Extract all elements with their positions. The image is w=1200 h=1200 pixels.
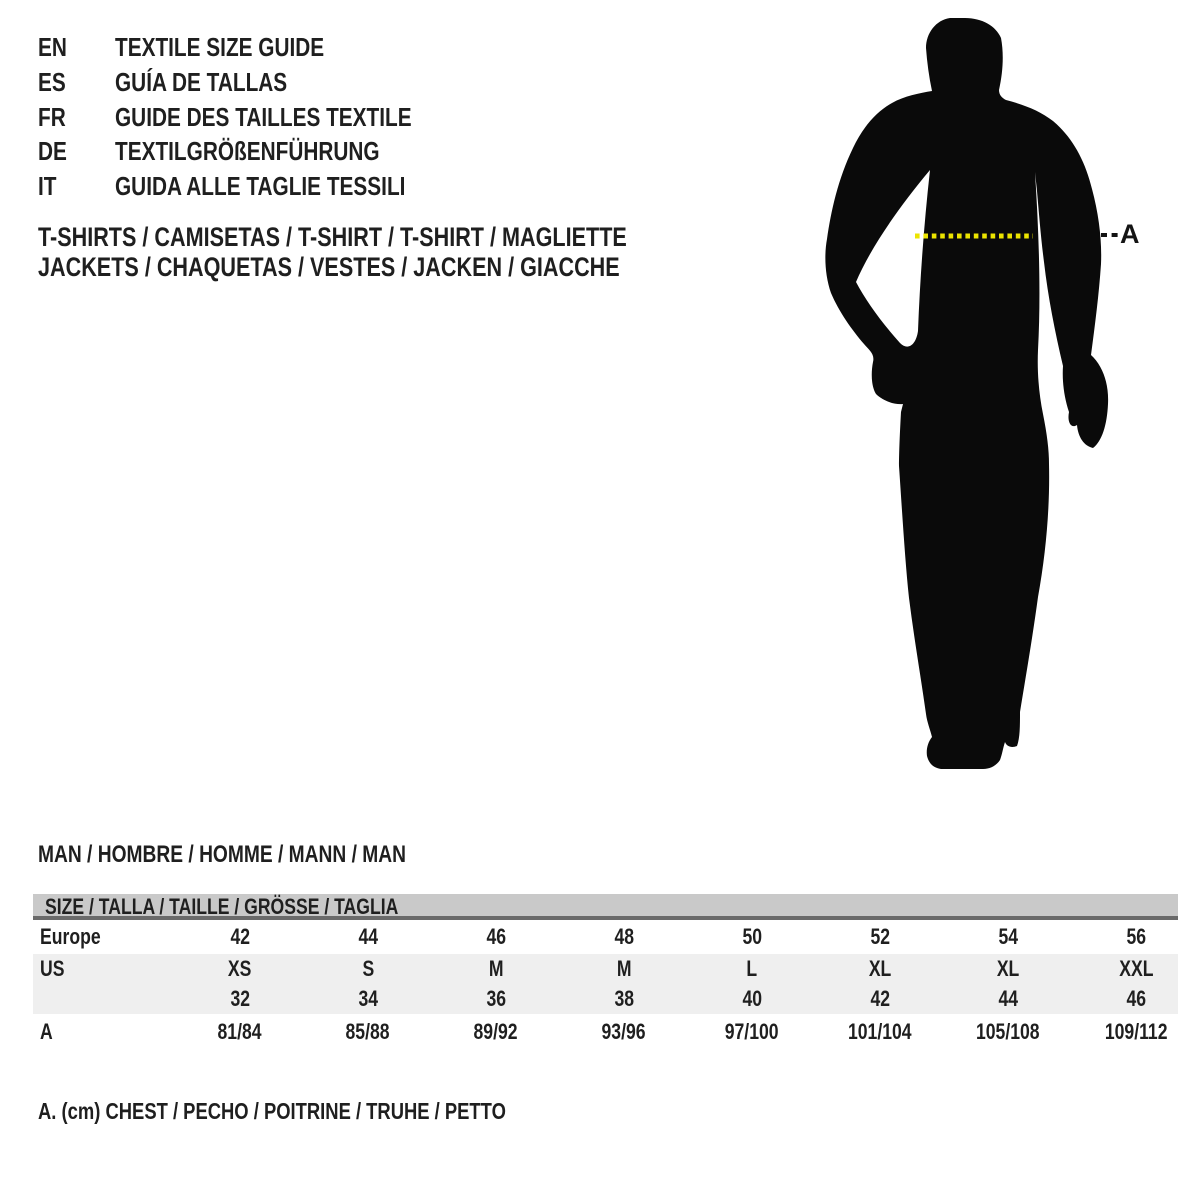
table-cell: 52 [870, 924, 890, 949]
language-title: TEXTILGRÖßENFÜHRUNG [115, 136, 380, 167]
table-cell: 105/108 [976, 1018, 1040, 1044]
language-title: GUIDA ALLE TAGLIE TESSILI [115, 171, 406, 201]
table-cell: 44 [358, 924, 378, 949]
category-line-jackets: JACKETS / CHAQUETAS / VESTES / JACKEN / GIACCHE [38, 252, 620, 282]
table-cell: 46 [1126, 986, 1146, 1011]
row-label: US [40, 956, 65, 981]
category-line-tshirts: T-SHIRTS / CAMISETAS / T-SHIRT / T-SHIRT / MAGLIETTE [38, 222, 627, 252]
table-cell: 81/84 [217, 1018, 263, 1044]
table-cell: S [362, 956, 374, 981]
table-cell: 89/92 [473, 1018, 519, 1044]
row-label: Europe [40, 924, 101, 949]
language-row [38, 169, 486, 204]
language-title: TEXTILE SIZE GUIDE [115, 32, 325, 62]
table-cell: 85/88 [345, 1018, 391, 1044]
table-cell: 56 [1126, 924, 1146, 949]
man-silhouette [825, 18, 1108, 769]
table-cell: 54 [998, 924, 1018, 949]
table-cell: 44 [998, 986, 1018, 1011]
language-row [38, 30, 486, 65]
measurement-footnote: A. (cm) CHEST / PECHO / POITRINE / TRUHE / PETTO [38, 1098, 506, 1124]
size-table [33, 894, 1178, 1049]
language-code: DE [38, 136, 67, 167]
language-code: EN [38, 32, 67, 62]
table-cell: XL [996, 956, 1020, 981]
table-cell: 101/104 [848, 1018, 912, 1044]
table-cell: 40 [742, 986, 762, 1011]
table-cell: 93/96 [601, 1018, 647, 1044]
man-silhouette-figure [820, 0, 1200, 800]
table-cell: 36 [486, 986, 506, 1011]
measure-label-a: A [1120, 219, 1140, 249]
size-table-header: SIZE / TALLA / TAILLE / GRÖSSE / TAGLIA [33, 894, 1178, 920]
table-cell: XL [868, 956, 892, 981]
language-code: IT [38, 171, 57, 201]
table-cell: 42 [870, 986, 890, 1011]
table-cell: XXL [1118, 956, 1154, 981]
table-cell: 34 [358, 986, 378, 1011]
table-row-us [33, 954, 1178, 984]
language-row [38, 65, 486, 100]
table-cell: M [616, 956, 632, 981]
language-code: ES [38, 66, 66, 97]
table-cell: 32 [230, 986, 250, 1011]
language-title-block [38, 30, 486, 204]
table-cell: XS [228, 956, 252, 981]
table-cell: 42 [230, 924, 250, 949]
language-code: FR [38, 101, 66, 132]
language-title: GUIDE DES TAILLES TEXTILE [115, 101, 412, 132]
language-row [38, 134, 486, 169]
row-label: A [40, 1018, 53, 1044]
table-cell: 48 [614, 924, 634, 949]
language-title: GUÍA DE TALLAS [115, 66, 288, 97]
row-label [33, 984, 176, 1014]
table-cell: L [746, 956, 758, 981]
table-row-us-numeric [33, 984, 1178, 1014]
table-cell: 97/100 [725, 1018, 779, 1044]
section-title-man: MAN / HOMBRE / HOMME / MANN / MAN [38, 841, 406, 868]
table-cell: 46 [486, 924, 506, 949]
table-row-europe [33, 920, 1178, 954]
category-block [38, 222, 774, 282]
table-cell: 50 [742, 924, 762, 949]
language-row [38, 100, 486, 135]
table-cell: M [488, 956, 504, 981]
table-cell: 109/112 [1104, 1018, 1168, 1044]
table-row-chest [33, 1014, 1178, 1049]
table-cell: 38 [614, 986, 634, 1011]
